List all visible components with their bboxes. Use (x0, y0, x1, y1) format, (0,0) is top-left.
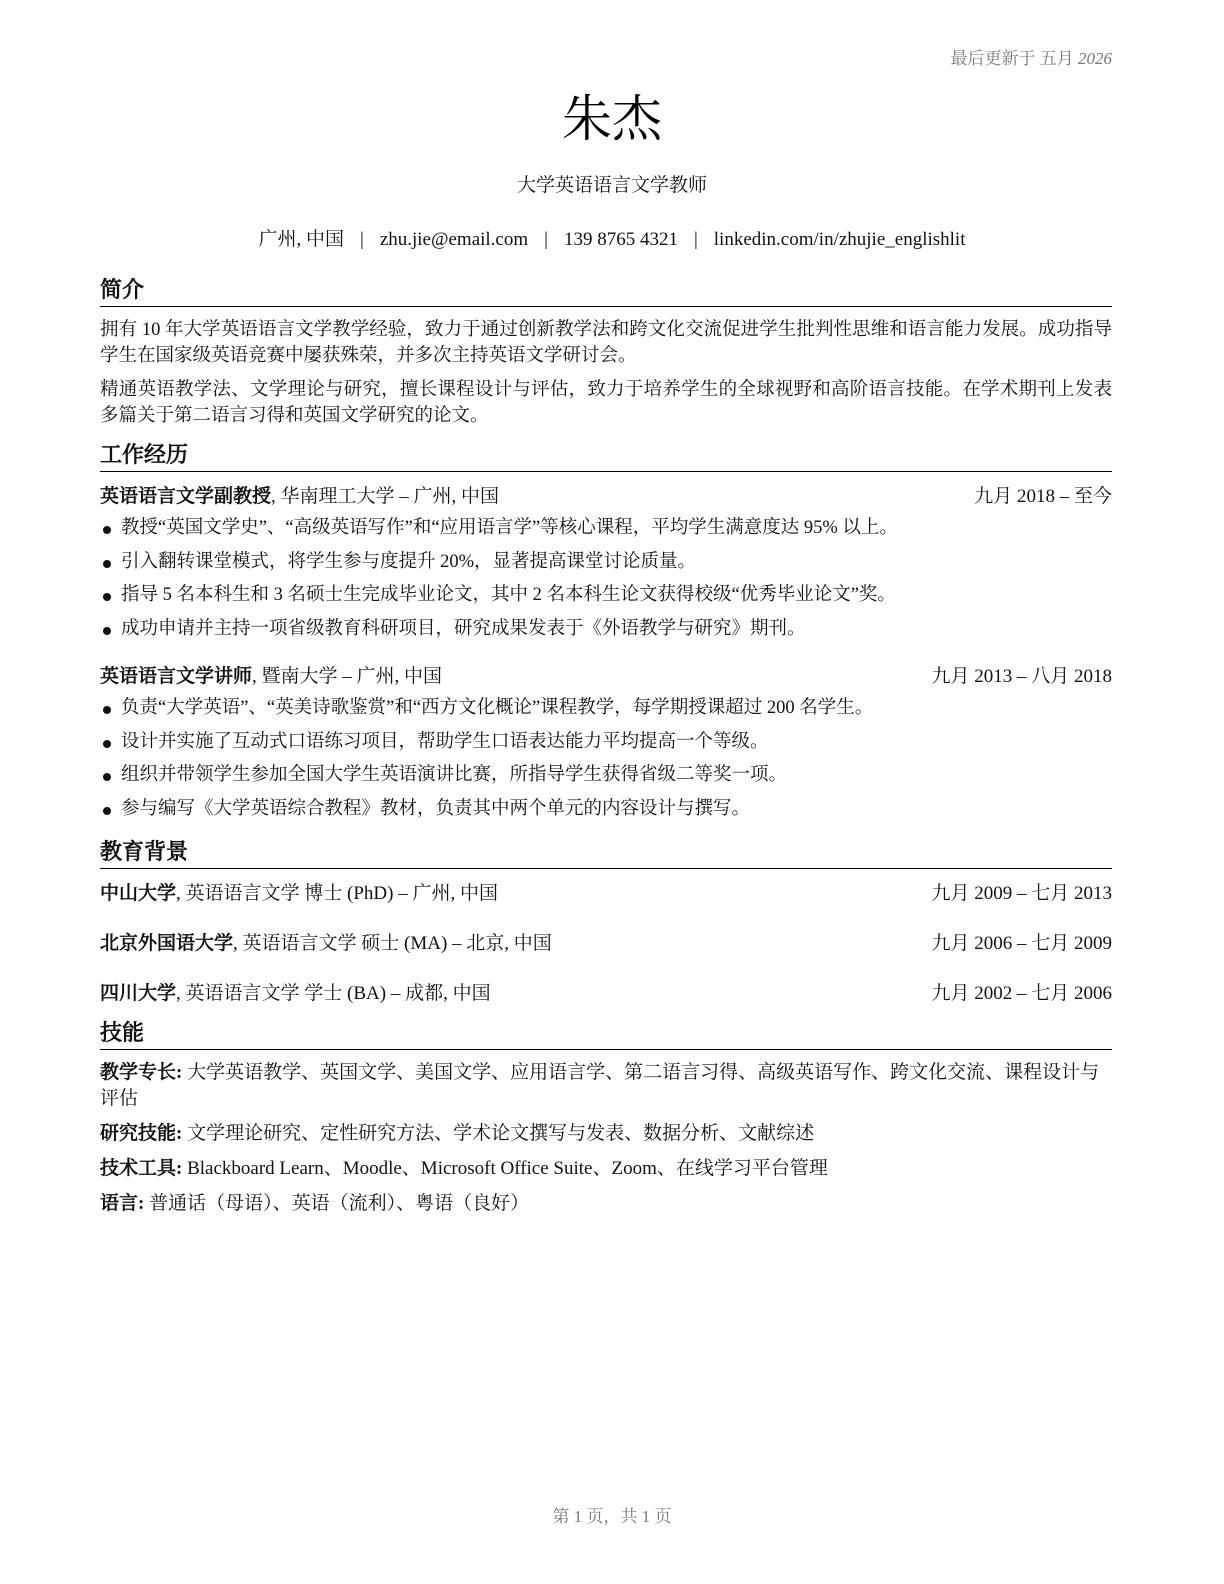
education-detail: , 英语语言文学 博士 (PhD) – 广州, 中国 (176, 883, 498, 904)
skill-value: 普通话（母语）、英语（流利）、粤语（良好） (149, 1193, 530, 1214)
education-school: 四川大学 (100, 983, 177, 1004)
education-entry (100, 929, 1112, 959)
education-detail: , 英语语言文学 学士 (BA) – 成都, 中国 (176, 983, 491, 1004)
contact-location: 广州, 中国 (258, 229, 344, 250)
job-bullets (100, 512, 1112, 646)
headline: 大学英语语言文学教师 (516, 175, 707, 196)
bullet-item: 负责“大学英语”、“英美诗歌鉴赏”和“西方文化概论”课程教学，每学期授课超过 200 名学生。 (100, 692, 1112, 726)
bullet-item: 教授“英国文学史”、“高级英语写作”和“应用语言学”等核心课程，平均学生满意度达 95% 以上。 (100, 512, 1112, 546)
education-dates: 九月 2009 – 七月 2013 (931, 883, 1112, 904)
skill-value: 文学理论研究、定性研究方法、学术论文撰写与发表、数据分析、文献综述 (187, 1123, 815, 1144)
section-title-experience: 工作经历 (100, 441, 1112, 472)
last-updated-year: 2026 (1078, 49, 1112, 68)
page-number: 第 1 页，共 1 页 (552, 1507, 672, 1526)
last-updated-label: 最后更新于 五月 (950, 49, 1074, 68)
education-section (100, 838, 1112, 1009)
skill-label: 研究技能: (100, 1123, 183, 1144)
job-dates: 九月 2013 – 八月 2018 (931, 666, 1112, 687)
job-org: , 暨南大学 – 广州, 中国 (252, 666, 443, 687)
last-updated (951, 44, 1113, 69)
education-entry (100, 979, 1112, 1009)
resume-body (100, 276, 1112, 1229)
bullet-item: 引入翻转课堂模式，将学生参与度提升 20%，显著提高课堂讨论质量。 (100, 546, 1112, 580)
job-bullets (100, 692, 1112, 826)
skill-value: Blackboard Learn、Moodle、Microsoft Office Suite、Zoom、在线学习平台管理 (187, 1158, 828, 1179)
job-entry (100, 662, 1112, 826)
skill-line (100, 1191, 1112, 1217)
summary-paragraph: 精通英语教学法、文学理论与研究，擅长课程设计与评估，致力于培养学生的全球视野和高阶语言技能。在学术期刊上发表多篇关于第二语言习得和英国文学研究的论文。 (100, 380, 1112, 426)
education-school: 北京外国语大学 (100, 933, 234, 954)
contact-line (0, 224, 1224, 251)
education-dates: 九月 2002 – 七月 2006 (931, 983, 1112, 1004)
contact-phone: 139 8765 4321 (563, 229, 678, 250)
education-entry (100, 879, 1112, 909)
contact-email[interactable]: zhu.jie@email.com (379, 229, 529, 250)
skill-value: 大学英语教学、英国文学、美国文学、应用语言学、第二语言习得、高级英语写作、跨文化交流、课程设计与评估 (100, 1062, 1100, 1109)
job-entry (100, 482, 1112, 646)
person-name: 朱杰 (562, 90, 662, 148)
skill-label: 技术工具: (100, 1158, 183, 1179)
section-title-summary: 简介 (100, 276, 1112, 307)
skill-label: 语言: (100, 1193, 145, 1214)
education-dates: 九月 2006 – 七月 2009 (931, 933, 1112, 954)
summary-section (100, 276, 1112, 429)
job-role: 英语语言文学讲师 (100, 666, 253, 687)
experience-section (100, 441, 1112, 826)
bullet-item: 参与编写《大学英语综合教程》教材，负责其中两个单元的内容设计与撰写。 (100, 793, 1112, 827)
section-title-skills: 技能 (100, 1019, 1112, 1050)
skill-label: 教学专长: (100, 1062, 183, 1083)
education-detail: , 英语语言文学 硕士 (MA) – 北京, 中国 (233, 933, 552, 954)
bullet-item: 设计并实施了互动式口语练习项目，帮助学生口语表达能力平均提高一个等级。 (100, 726, 1112, 760)
education-school: 中山大学 (100, 883, 177, 904)
contact-separator: | (544, 229, 548, 250)
contact-linkedin[interactable]: linkedin.com/in/zhujie_englishlit (713, 229, 966, 250)
job-header (100, 662, 1112, 692)
bullet-item: 组织并带领学生参加全国大学生英语演讲比赛，所指导学生获得省级二等奖一项。 (100, 759, 1112, 793)
section-title-education: 教育背景 (100, 838, 1112, 869)
contact-separator: | (360, 229, 364, 250)
skill-line (100, 1060, 1112, 1112)
job-header (100, 482, 1112, 512)
job-role: 英语语言文学副教授 (100, 486, 272, 507)
skill-line (100, 1156, 1112, 1182)
skills-section (100, 1019, 1112, 1217)
bullet-item: 成功申请并主持一项省级教育科研项目，研究成果发表于《外语教学与研究》期刊。 (100, 613, 1112, 647)
contact-separator: | (693, 229, 698, 250)
summary-paragraph: 拥有 10 年大学英语语言文学教学经验，致力于通过创新教学法和跨文化交流促进学生批判性思维和语言能力发展。成功指导学生在国家级英语竞赛中屡获殊荣，并多次主持英语文学研讨会。 (100, 320, 1112, 366)
skill-line (100, 1121, 1112, 1147)
job-org: , 华南理工大学 – 广州, 中国 (271, 486, 500, 507)
bullet-item: 指导 5 名本科生和 3 名硕士生完成毕业论文，其中 2 名本科生论文获得校级“优秀毕业论文”奖。 (100, 579, 1112, 613)
job-dates: 九月 2018 – 至今 (974, 486, 1112, 507)
